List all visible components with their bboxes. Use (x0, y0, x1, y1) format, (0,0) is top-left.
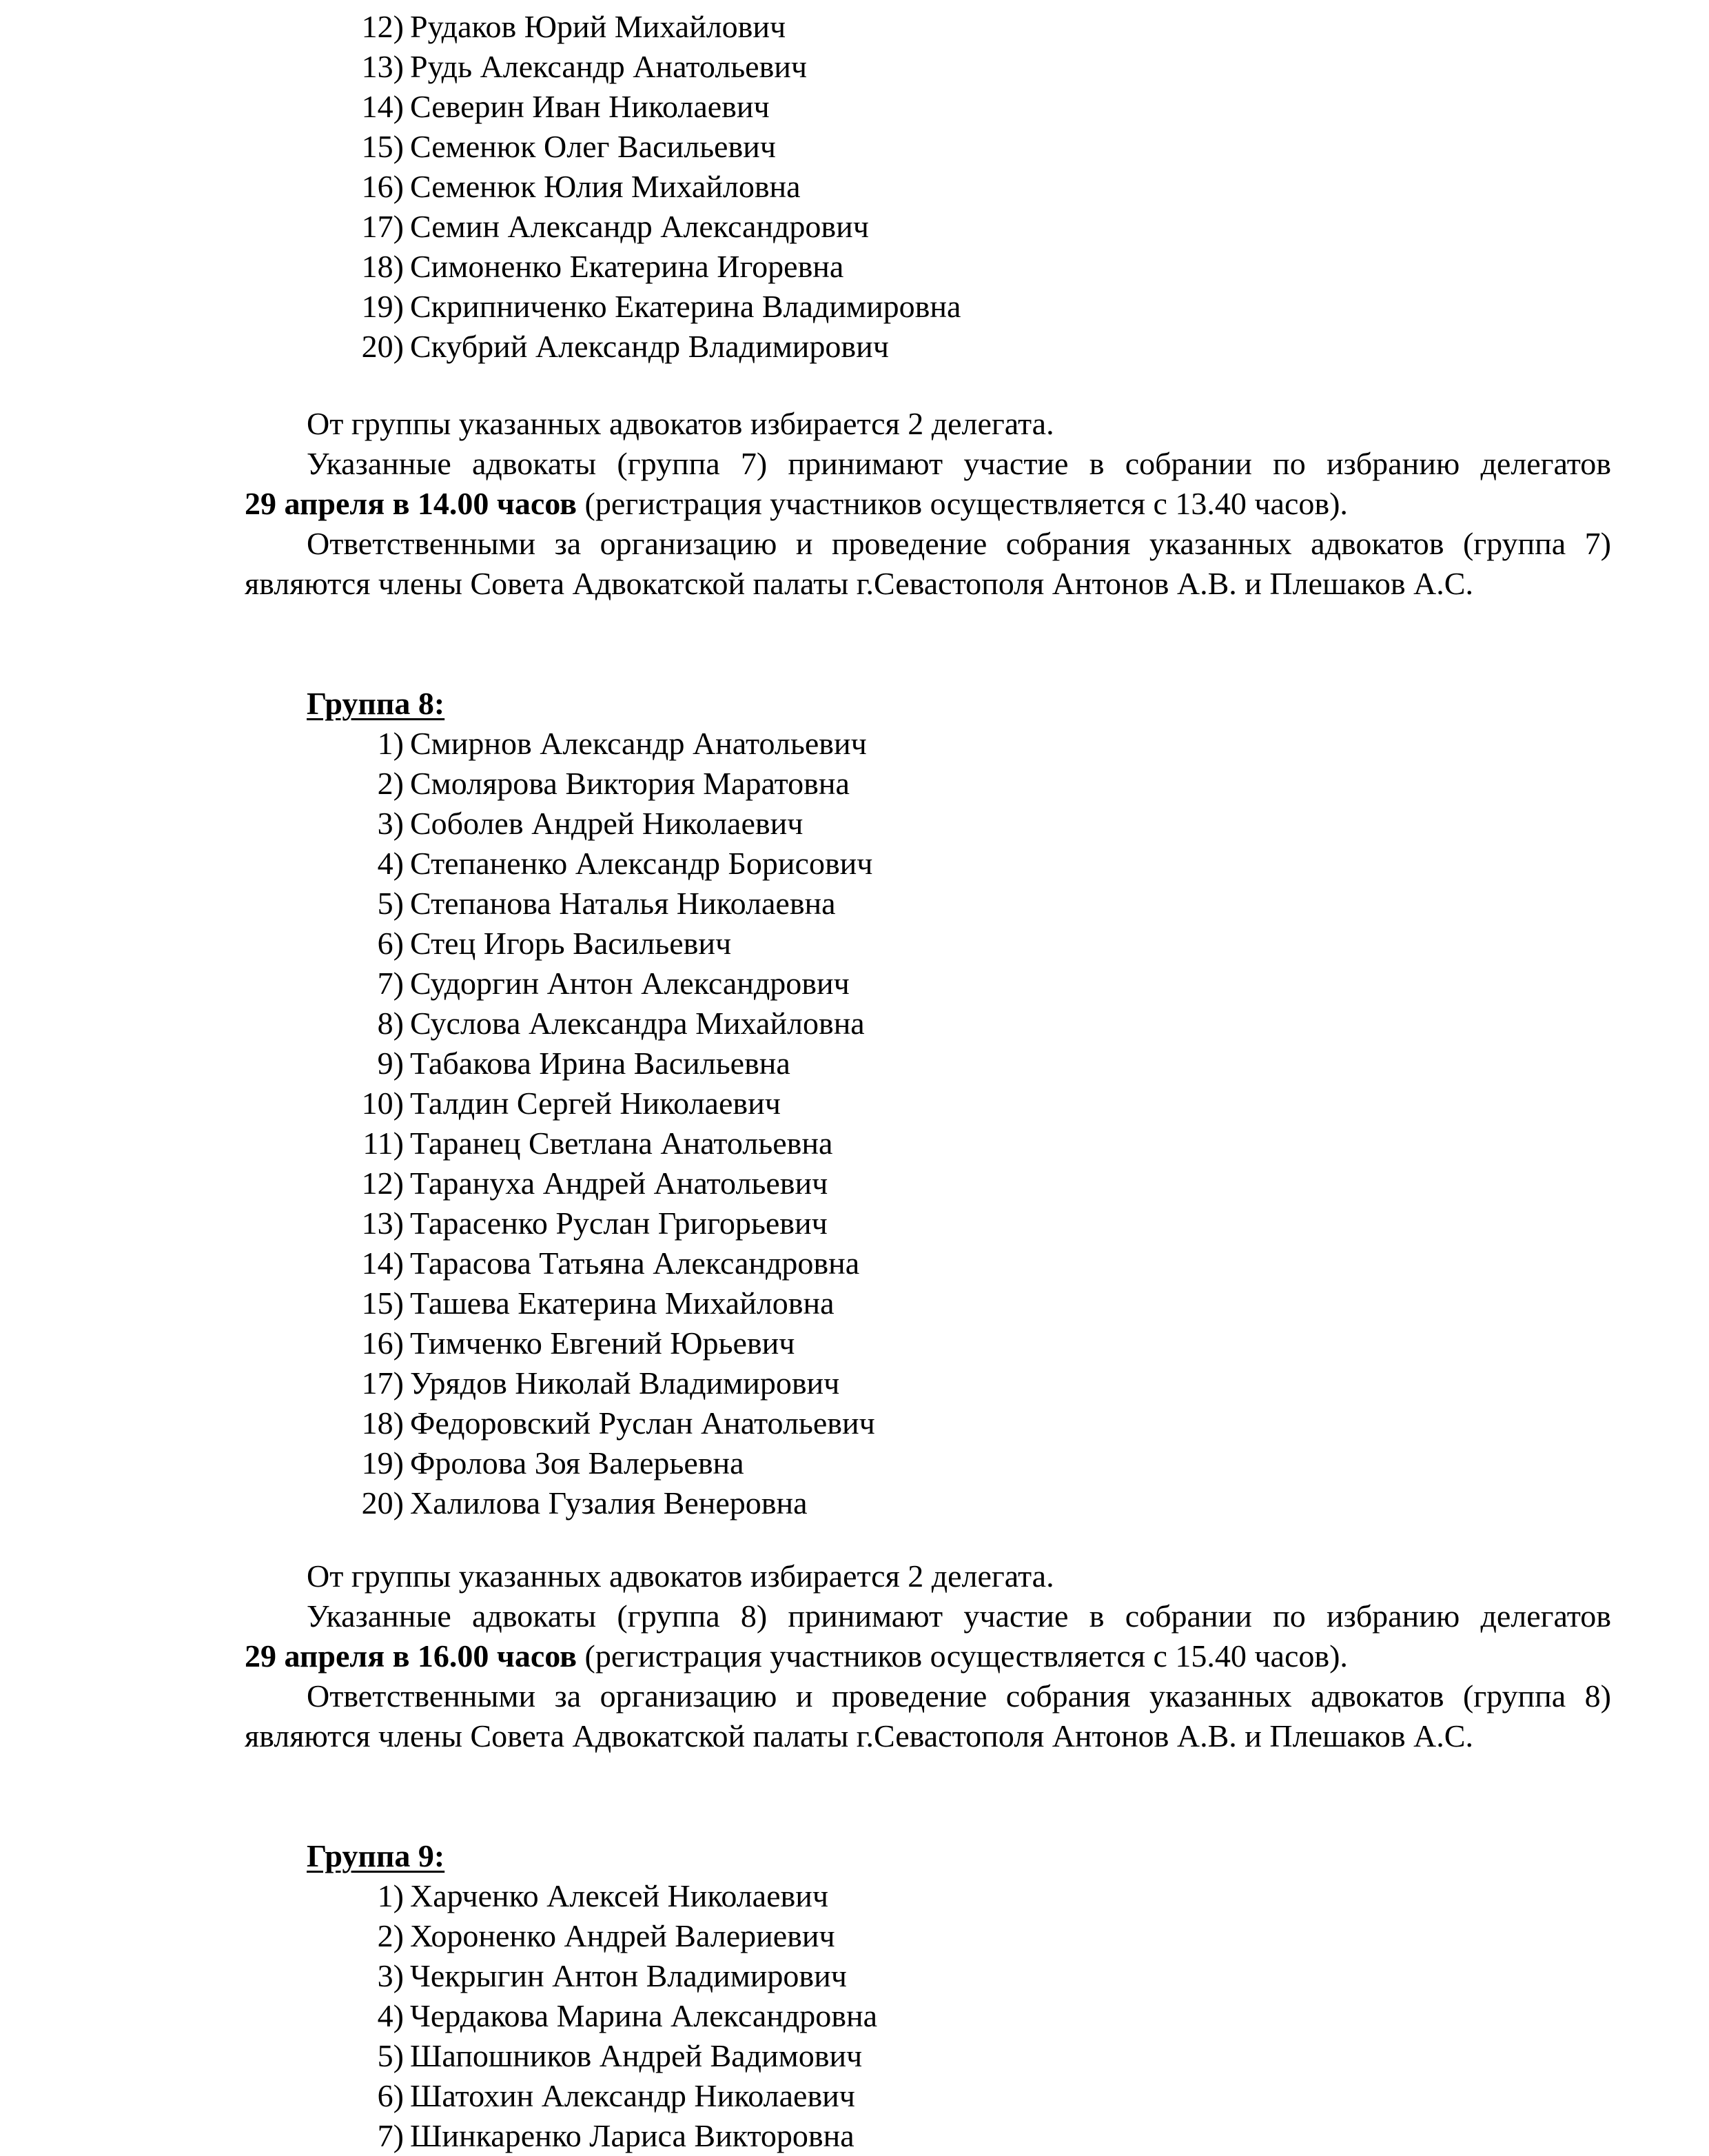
list-item-number: 19) (361, 289, 404, 324)
list-item-number: 1) (377, 1878, 404, 1913)
list-item-number: 10) (361, 1086, 404, 1121)
list-item-number: 4) (377, 846, 404, 881)
list-item-number: 2) (377, 1918, 404, 1953)
group-7-responsible-note (245, 524, 1611, 604)
delegates-count-text: От группы указанных адвокатов избирается 2 делегата. (307, 1558, 1054, 1594)
list-item-name: Степаненко Александр Борисович (410, 846, 873, 881)
group-8-responsible-note (245, 1676, 1611, 1756)
list-item-number: 13) (361, 49, 404, 84)
responsible-line: Ответственными за организацию и проведение собрания указанных адвокатов (группа 8) (307, 1678, 1611, 1713)
list-item-name: Талдин Сергей Николаевич (410, 1086, 781, 1121)
group-8-participation-note (245, 1596, 1611, 1676)
list-item-name: Халилова Гузалия Венеровна (410, 1485, 808, 1521)
responsible-members-line: являются члены Совета Адвокатской палаты г.Севастополя Антонов А.В. и Плешаков А.С. (245, 1718, 1473, 1753)
responsible-members-line: являются члены Совета Адвокатской палаты г.Севастополя Антонов А.В. и Плешаков А.С. (245, 566, 1473, 601)
list-item-number: 17) (361, 209, 404, 244)
list-item-name: Чердакова Марина Александровна (410, 1998, 878, 2033)
list-item-number: 12) (361, 9, 404, 44)
registration-time: (регистрация участников осуществляется с 15.40 часов). (577, 1638, 1348, 1674)
list-item-name: Семенюк Олег Васильевич (410, 129, 776, 164)
list-item-name: Симоненко Екатерина Игоревна (410, 249, 844, 284)
list-item-name: Урядов Николай Владимирович (410, 1365, 840, 1401)
registration-time: (регистрация участников осуществляется с 13.40 часов). (577, 486, 1348, 521)
list-item-name: Скубрий Александр Владимирович (410, 329, 889, 364)
list-item-number: 9) (377, 1046, 404, 1081)
list-item-number: 13) (361, 1206, 404, 1241)
participation-line: Указанные адвокаты (группа 7) принимают участие в собрании по избранию делегатов (307, 446, 1611, 481)
list-item-number: 8) (377, 1006, 404, 1041)
list-item-number: 6) (377, 2078, 404, 2113)
list-item-number: 3) (377, 806, 404, 841)
list-item-number: 16) (361, 169, 404, 204)
list-item-name: Шапошников Андрей Вадимович (410, 2038, 863, 2073)
list-item-name: Ташева Екатерина Михайловна (410, 1285, 835, 1321)
list-item-number: 7) (377, 966, 404, 1001)
list-item-name: Хороненко Андрей Валериевич (410, 1918, 835, 1953)
list-item-name: Смирнов Александр Анатольевич (410, 726, 867, 761)
list-item-name: Скрипниченко Екатерина Владимировна (410, 289, 961, 324)
list-item-number: 19) (361, 1445, 404, 1481)
list-item-name: Федоровский Руслан Анатольевич (410, 1405, 875, 1441)
list-item-number: 15) (361, 129, 404, 164)
list-item-number: 18) (361, 1405, 404, 1441)
list-item-number: 17) (361, 1365, 404, 1401)
list-item-name: Судоргин Антон Александрович (410, 966, 850, 1001)
list-item-name: Тарануха Андрей Анатольевич (410, 1166, 828, 1201)
list-item-name: Смолярова Виктория Маратовна (410, 766, 850, 801)
list-item-name: Рудь Александр Анатольевич (410, 49, 808, 84)
group-8-heading: Группа 8: (307, 686, 445, 721)
list-item-number: 1) (377, 726, 404, 761)
group-9-heading: Группа 9: (307, 1838, 445, 1873)
list-item-name: Рудаков Юрий Михайлович (410, 9, 786, 44)
list-item-name: Шатохин Александр Николаевич (410, 2078, 855, 2113)
participation-line: Указанные адвокаты (группа 8) принимают участие в собрании по избранию делегатов (307, 1598, 1611, 1634)
list-item-number: 20) (361, 329, 404, 364)
list-item-name: Харченко Алексей Николаевич (410, 1878, 828, 1913)
list-item-name: Семенюк Юлия Михайловна (410, 169, 801, 204)
group-8-delegates-note (245, 1556, 1611, 1596)
group-7-delegates-note (245, 404, 1611, 444)
list-item-number: 3) (377, 1958, 404, 1993)
list-item-name: Таранец Светлана Анатольевна (410, 1126, 833, 1161)
list-item-number: 4) (377, 1998, 404, 2033)
meeting-time: 29 апреля в 14.00 часов (245, 486, 577, 521)
list-item-name: Тарасенко Руслан Григорьевич (410, 1206, 828, 1241)
list-item-name: Тарасова Татьяна Александровна (410, 1245, 860, 1281)
list-item-number: 7) (377, 2118, 404, 2153)
list-item-name: Тимченко Евгений Юрьевич (410, 1325, 795, 1361)
list-item-name: Чекрыгин Антон Владимирович (410, 1958, 847, 1993)
list-item-number: 6) (377, 926, 404, 961)
list-item-name: Суслова Александра Михайловна (410, 1006, 865, 1041)
list-item-number: 5) (377, 886, 404, 921)
list-item-name: Табакова Ирина Васильевна (410, 1046, 790, 1081)
list-item-number: 12) (361, 1166, 404, 1201)
list-item-number: 18) (361, 249, 404, 284)
group-7-participation-note (245, 444, 1611, 524)
list-item-number: 15) (361, 1285, 404, 1321)
list-item-name: Шинкаренко Лариса Викторовна (410, 2118, 854, 2153)
list-item-number: 2) (377, 766, 404, 801)
delegates-count-text: От группы указанных адвокатов избирается 2 делегата. (307, 406, 1054, 441)
list-item-name: Стец Игорь Васильевич (410, 926, 732, 961)
list-item-name: Соболев Андрей Николаевич (410, 806, 804, 841)
list-item-name: Северин Иван Николаевич (410, 89, 770, 124)
list-item-number: 5) (377, 2038, 404, 2073)
list-item-number: 14) (361, 89, 404, 124)
list-item-name: Степанова Наталья Николаевна (410, 886, 836, 921)
meeting-time: 29 апреля в 16.00 часов (245, 1638, 577, 1674)
participation-time-line (245, 1636, 1611, 1676)
responsible-line: Ответственными за организацию и проведение собрания указанных адвокатов (группа 7) (307, 526, 1611, 561)
list-item-name: Семин Александр Александрович (410, 209, 869, 244)
list-item-name: Фролова Зоя Валерьевна (410, 1445, 744, 1481)
participation-time-line (245, 484, 1611, 524)
list-item-number: 20) (361, 1485, 404, 1521)
list-item-number: 16) (361, 1325, 404, 1361)
list-item-number: 11) (362, 1126, 404, 1161)
list-item-number: 14) (361, 1245, 404, 1281)
